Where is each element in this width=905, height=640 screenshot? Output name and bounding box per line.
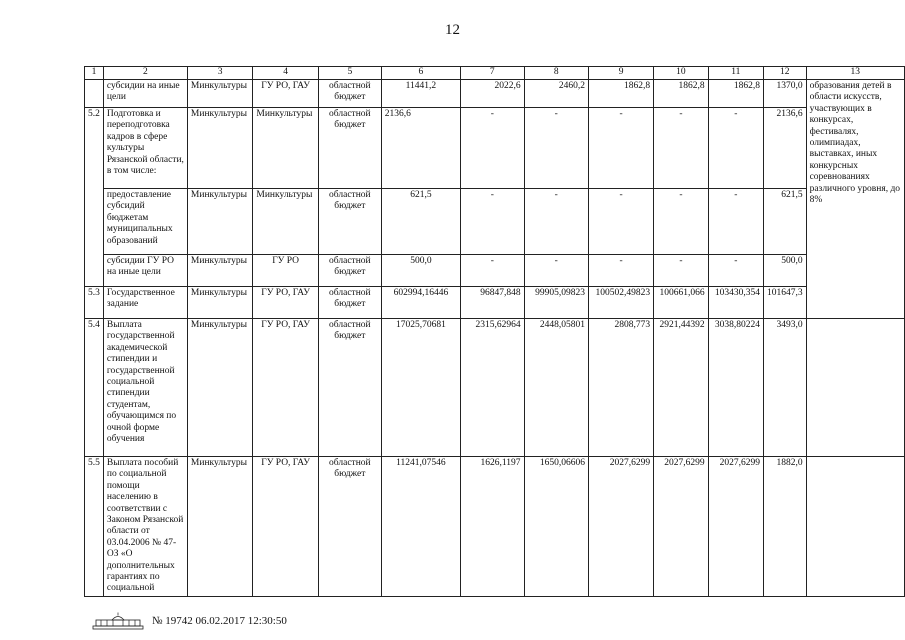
total-cell: 2136,6 bbox=[381, 108, 460, 189]
year2-cell: - bbox=[524, 108, 588, 189]
year1-cell: 2022,6 bbox=[461, 80, 525, 108]
year6-cell: 500,0 bbox=[763, 255, 806, 287]
year4-cell: 1862,8 bbox=[654, 80, 708, 108]
row-number: 5.3 bbox=[85, 287, 104, 319]
budget-table bbox=[84, 66, 905, 597]
year2-cell: - bbox=[524, 189, 588, 255]
header-cell: 3 bbox=[187, 67, 252, 80]
year6-cell: 1882,0 bbox=[763, 457, 806, 597]
responsible-cell: Минкультуры bbox=[187, 189, 252, 255]
row-number: 5.5 bbox=[85, 457, 104, 597]
activity-name: субсидии на иные цели bbox=[103, 80, 187, 108]
government-building-emblem-icon bbox=[92, 612, 144, 630]
header-cell: 1 bbox=[85, 67, 104, 80]
executor-cell: ГУ РО, ГАУ bbox=[253, 80, 318, 108]
total-cell: 11441,2 bbox=[381, 80, 460, 108]
row-number bbox=[85, 80, 104, 108]
table-row bbox=[85, 80, 905, 108]
source-cell: областной бюджет bbox=[318, 255, 381, 287]
source-cell: областной бюджет bbox=[318, 319, 381, 457]
responsible-cell: Минкультуры bbox=[187, 319, 252, 457]
table-row bbox=[85, 287, 905, 319]
responsible-cell: Минкультуры bbox=[187, 287, 252, 319]
year1-cell: 96847,848 bbox=[461, 287, 525, 319]
year1-cell: 1626,1197 bbox=[461, 457, 525, 597]
total-cell: 621,5 bbox=[381, 189, 460, 255]
header-cell: 6 bbox=[381, 67, 460, 80]
total-cell: 17025,70681 bbox=[381, 319, 460, 457]
year1-cell: 2315,62964 bbox=[461, 319, 525, 457]
year2-cell: 2448,05801 bbox=[524, 319, 588, 457]
responsible-cell: Минкультуры bbox=[187, 80, 252, 108]
activity-name: Выплата пособий по социальной помощи населению в соответствии с Законом Рязанской области от 03.04.2006 № 47-ОЗ «О дополнительных гарантиях по социальной bbox=[103, 457, 187, 597]
activity-name: предоставление субсидий бюджетам муниципальных образований bbox=[103, 189, 187, 255]
year5-cell: 1862,8 bbox=[708, 80, 763, 108]
row-number: 5.2 bbox=[85, 108, 104, 189]
year3-cell: 2808,773 bbox=[588, 319, 653, 457]
executor-cell: ГУ РО, ГАУ bbox=[253, 457, 318, 597]
year3-cell: - bbox=[588, 108, 653, 189]
year6-cell: 621,5 bbox=[763, 189, 806, 255]
table-row bbox=[85, 319, 905, 457]
year6-cell: 101647,3 bbox=[763, 287, 806, 319]
year4-cell: 2027,6299 bbox=[654, 457, 708, 597]
document-stamp bbox=[92, 612, 287, 630]
total-cell: 602994,16446 bbox=[381, 287, 460, 319]
total-cell: 11241,07546 bbox=[381, 457, 460, 597]
year6-cell: 2136,6 bbox=[763, 108, 806, 189]
source-cell: областной бюджет bbox=[318, 80, 381, 108]
table-row bbox=[85, 457, 905, 597]
responsible-cell: Минкультуры bbox=[187, 457, 252, 597]
total-cell: 500,0 bbox=[381, 255, 460, 287]
year4-cell: - bbox=[654, 189, 708, 255]
executor-cell: ГУ РО, ГАУ bbox=[253, 319, 318, 457]
source-cell: областной бюджет bbox=[318, 287, 381, 319]
source-cell: областной бюджет bbox=[318, 189, 381, 255]
registration-stamp-text: № 19742 06.02.2017 12:30:50 bbox=[152, 615, 287, 627]
header-cell: 7 bbox=[461, 67, 525, 80]
source-cell: областной бюджет bbox=[318, 457, 381, 597]
year1-cell: - bbox=[461, 255, 525, 287]
year5-cell: 2027,6299 bbox=[708, 457, 763, 597]
year5-cell: 3038,80224 bbox=[708, 319, 763, 457]
year6-cell: 1370,0 bbox=[763, 80, 806, 108]
table-row bbox=[85, 108, 905, 189]
responsible-cell: Минкультуры bbox=[187, 108, 252, 189]
executor-cell: Минкультуры bbox=[253, 108, 318, 189]
header-cell: 8 bbox=[524, 67, 588, 80]
year4-cell: 100661,066 bbox=[654, 287, 708, 319]
year5-cell: - bbox=[708, 255, 763, 287]
year1-cell: - bbox=[461, 189, 525, 255]
responsible-cell: Минкультуры bbox=[187, 255, 252, 287]
executor-cell: ГУ РО bbox=[253, 255, 318, 287]
page-number: 12 bbox=[445, 22, 460, 38]
year5-cell: - bbox=[708, 108, 763, 189]
row-number: 5.4 bbox=[85, 319, 104, 457]
year1-cell: - bbox=[461, 108, 525, 189]
year2-cell: - bbox=[524, 255, 588, 287]
header-cell: 10 bbox=[654, 67, 708, 80]
year2-cell: 2460,2 bbox=[524, 80, 588, 108]
header-cell: 11 bbox=[708, 67, 763, 80]
year5-cell: 103430,354 bbox=[708, 287, 763, 319]
activity-name: Выплата государственной академической стипендии и государственной социальной стипендии студентам, обучающимся по очной форме обучения bbox=[103, 319, 187, 457]
source-cell: областной бюджет bbox=[318, 108, 381, 189]
indicator-cell-empty bbox=[806, 319, 904, 457]
year5-cell: - bbox=[708, 189, 763, 255]
table-row bbox=[85, 189, 905, 255]
indicator-cell-empty bbox=[806, 457, 904, 597]
activity-name: субсидии ГУ РО на иные цели bbox=[103, 255, 187, 287]
year3-cell: 1862,8 bbox=[588, 80, 653, 108]
header-cell: 13 bbox=[806, 67, 904, 80]
header-cell: 4 bbox=[253, 67, 318, 80]
activity-name: Подготовка и переподготовка кадров в сфере культуры Рязанской области, в том числе: bbox=[103, 108, 187, 189]
activity-name: Государственное задание bbox=[103, 287, 187, 319]
row-number bbox=[85, 189, 104, 255]
row-number bbox=[85, 255, 104, 287]
header-cell: 12 bbox=[763, 67, 806, 80]
executor-cell: ГУ РО, ГАУ bbox=[253, 287, 318, 319]
header-cell: 9 bbox=[588, 67, 653, 80]
executor-cell: Минкультуры bbox=[253, 189, 318, 255]
year2-cell: 1650,06606 bbox=[524, 457, 588, 597]
year3-cell: - bbox=[588, 189, 653, 255]
year6-cell: 3493,0 bbox=[763, 319, 806, 457]
year3-cell: 2027,6299 bbox=[588, 457, 653, 597]
header-row bbox=[85, 67, 905, 80]
year3-cell: 100502,49823 bbox=[588, 287, 653, 319]
table-row bbox=[85, 255, 905, 287]
year4-cell: - bbox=[654, 255, 708, 287]
year4-cell: 2921,44392 bbox=[654, 319, 708, 457]
year3-cell: - bbox=[588, 255, 653, 287]
header-cell: 5 bbox=[318, 67, 381, 80]
year4-cell: - bbox=[654, 108, 708, 189]
header-cell: 2 bbox=[103, 67, 187, 80]
year2-cell: 99905,09823 bbox=[524, 287, 588, 319]
indicator-text: образования детей в области искусств, участвующих в конкурсах, фестивалях, олимпиадах, выставках, иных конкурсных соревнованиях различного уровня, до 8% bbox=[806, 80, 904, 319]
